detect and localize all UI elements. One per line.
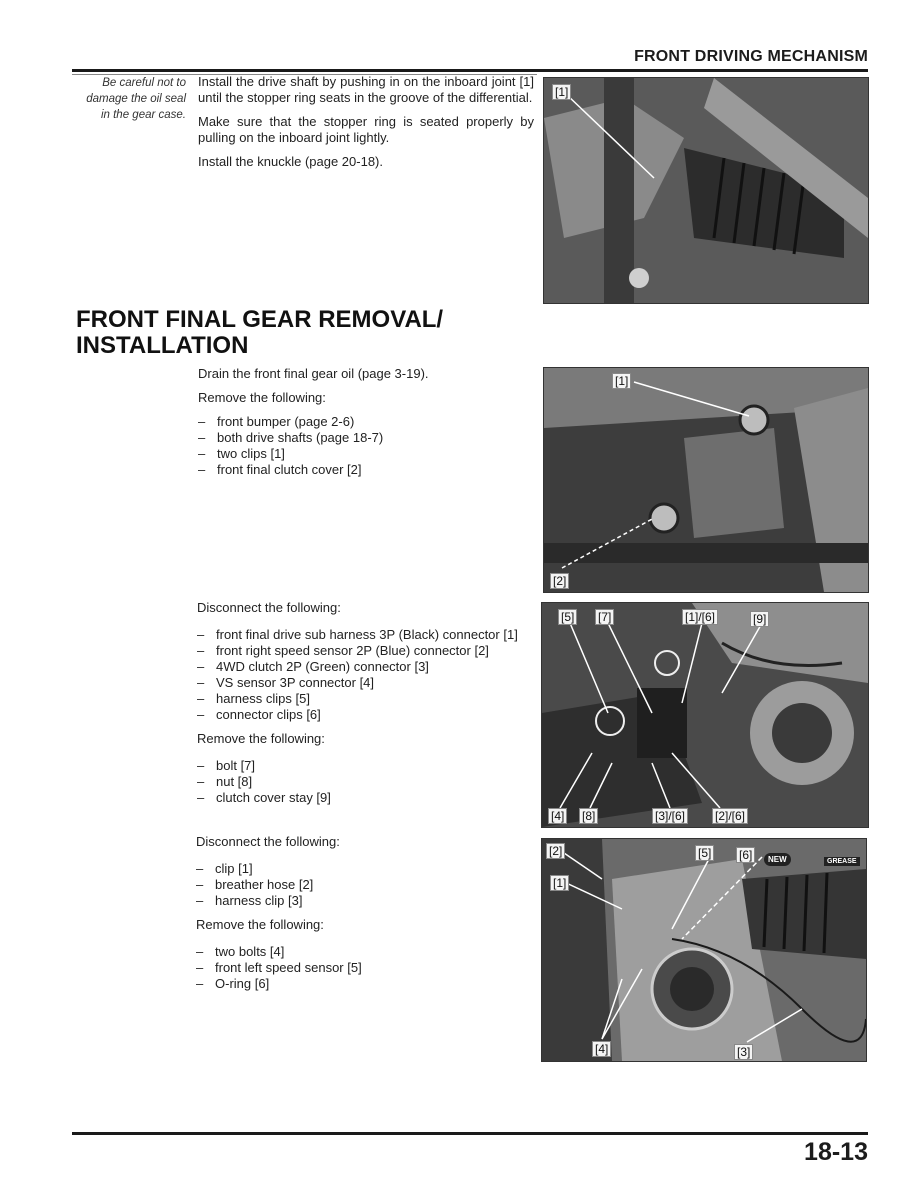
section-title-line: FRONT FINAL GEAR REMOVAL/ [76,306,444,333]
remove-list [197,758,537,806]
remove-heading: Remove the following: [198,390,326,405]
callout-label: [9] [750,611,769,627]
list-item: – breather hose [2] [196,877,532,893]
new-part-icon: NEW [764,853,791,866]
note-line: damage the oil seal [86,93,186,105]
header-rule [72,69,868,72]
drain-instruction: Drain the front final gear oil (page 3-19). [198,366,429,381]
photo-drive-shaft-drawing [544,78,868,303]
callout-label: [6] [736,847,755,863]
list-item: – front bumper (page 2-6) [198,414,534,430]
callout-label: [1] [552,84,571,100]
callout-label: [1]/[6] [682,609,718,625]
section-header-title: FRONT DRIVING MECHANISM [634,48,868,65]
disconnect-list [197,627,537,723]
list-item: – harness clips [5] [197,691,537,707]
callout-label: [2] [550,573,569,589]
note-line: in the gear case. [100,109,186,121]
list-item: – harness clip [3] [196,893,532,909]
remove-heading: Remove the following: [197,731,325,746]
photo-clips-drawing [544,368,868,592]
disconnect-text-1 [197,600,537,814]
callout-label: [1] [612,373,631,389]
photo-speed-sensor [541,838,867,1062]
callout-label: [2] [546,843,565,859]
list-item: – front right speed sensor 2P (Blue) connector [2] [197,643,537,659]
disconnect-heading: Disconnect the following: [196,834,340,849]
callout-label: [5] [695,845,714,861]
list-item: – front final clutch cover [2] [198,462,534,478]
disconnect-heading: Disconnect the following: [197,600,341,615]
photo-clips-cover [543,367,869,593]
remove-list [196,944,532,992]
list-item: – nut [8] [197,774,537,790]
removal-text [198,366,534,486]
section-title-line: INSTALLATION [76,332,249,359]
list-item: – 4WD clutch 2P (Green) connector [3] [197,659,537,675]
caution-note [64,75,186,123]
note-line: Be careful not to [102,77,186,89]
intro-paragraph: Install the drive shaft by pushing in on the inboard joint [1] until the stopper ring seats in the groove of the differential. [198,74,534,105]
list-item: – O-ring [6] [196,976,532,992]
intro-paragraph: Make sure that the stopper ring is seated properly by pulling on the inboard joint lightly. [198,114,534,145]
list-item: – both drive shafts (page 18-7) [198,430,534,446]
intro-paragraph: Install the knuckle (page 20-18). [198,154,383,169]
photo-connectors-drawing [542,603,868,827]
list-item: – connector clips [6] [197,707,537,723]
callout-label: [8] [579,808,598,824]
page-number: 18-13 [804,1138,868,1166]
callout-label: [7] [595,609,614,625]
list-item: – clip [1] [196,861,532,877]
callout-label: [3] [734,1044,753,1060]
photo-drive-shaft-joint [543,77,869,304]
callout-label: [1] [550,875,569,891]
disconnect-text-2 [196,834,532,1000]
list-item: – two bolts [4] [196,944,532,960]
remove-heading: Remove the following: [196,917,324,932]
photo-connectors [541,602,869,828]
callout-label: [4] [548,808,567,824]
callout-label: [3]/[6] [652,808,688,824]
list-item: – VS sensor 3P connector [4] [197,675,537,691]
grease-icon: GREASE [824,857,860,866]
callout-label: [2]/[6] [712,808,748,824]
list-item: – clutch cover stay [9] [197,790,537,806]
remove-list [198,414,534,478]
list-item: – bolt [7] [197,758,537,774]
callout-label: [4] [592,1041,611,1057]
intro-text [198,74,534,178]
section-title [76,307,536,359]
list-item: – front left speed sensor [5] [196,960,532,976]
list-item: – front final drive sub harness 3P (Black) connector [1] [197,627,537,643]
photo-speed-sensor-drawing [542,839,866,1061]
disconnect-list [196,861,532,909]
callout-label: [5] [558,609,577,625]
footer-rule [72,1132,868,1135]
list-item: – two clips [1] [198,446,534,462]
